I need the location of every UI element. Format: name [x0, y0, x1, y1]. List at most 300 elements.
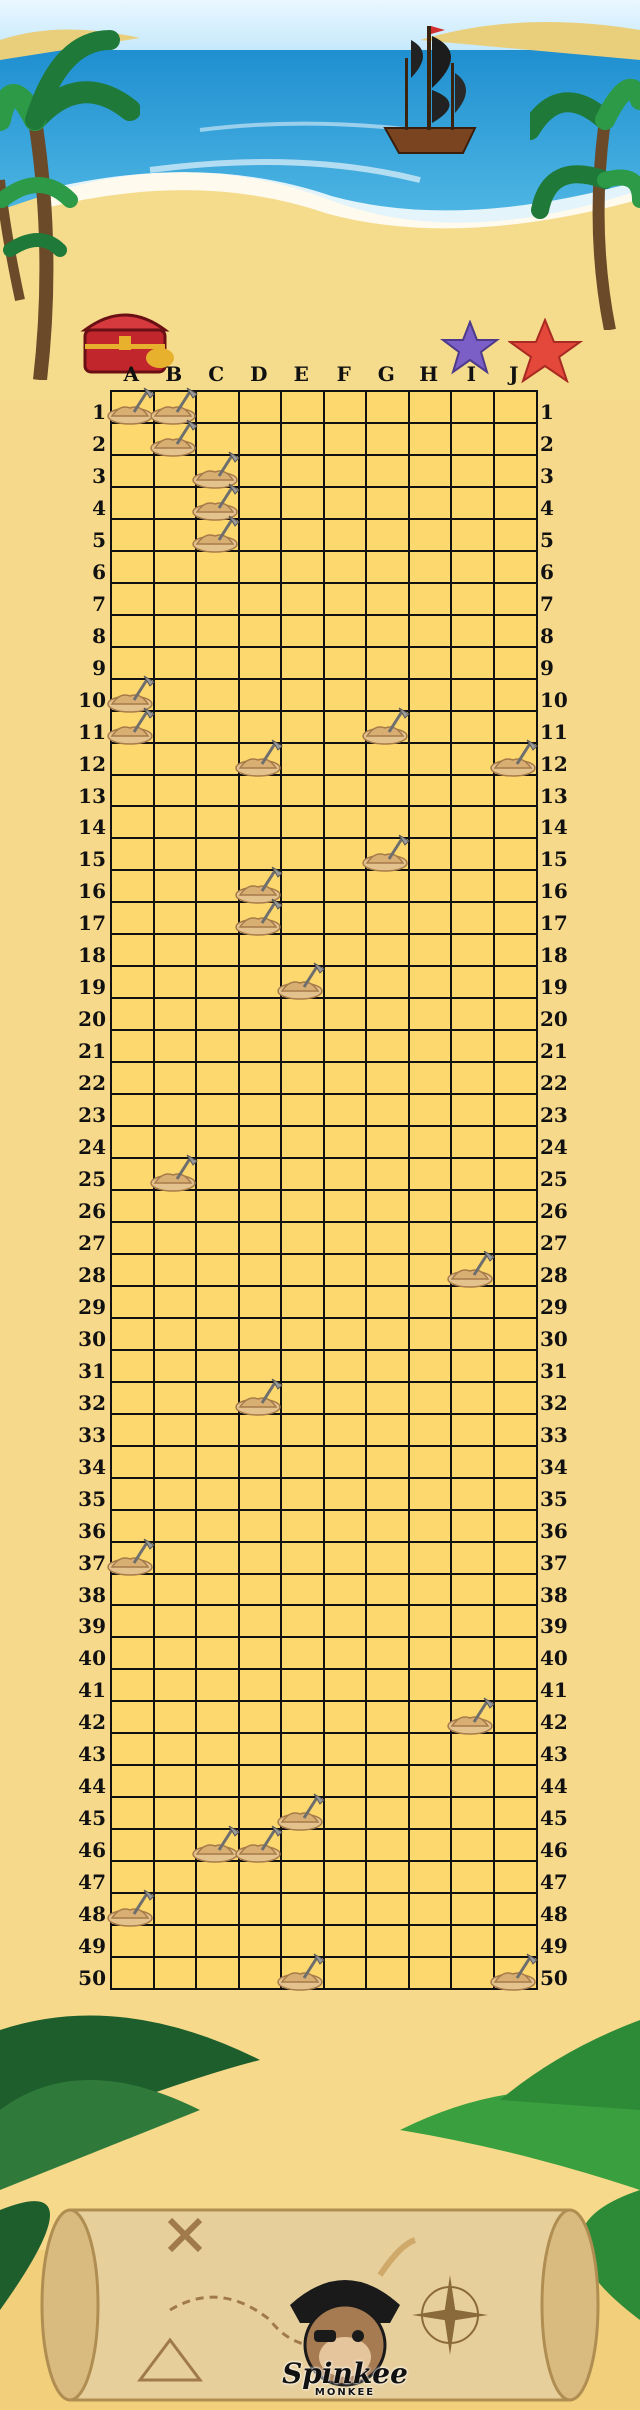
grid-cell-e31[interactable] — [280, 1349, 325, 1383]
treasure-pile-icon[interactable] — [489, 1952, 541, 1992]
grid-cell-c18[interactable] — [195, 933, 240, 967]
grid-cell-b17[interactable] — [153, 901, 198, 935]
grid-cell-h10[interactable] — [408, 678, 453, 712]
grid-cell-j23[interactable] — [493, 1093, 538, 1127]
grid-cell-h47[interactable] — [408, 1860, 453, 1894]
grid-cell-f43[interactable] — [323, 1732, 368, 1766]
grid-cell-i23[interactable] — [450, 1093, 495, 1127]
grid-cell-e47[interactable] — [280, 1860, 325, 1894]
grid-cell-j13[interactable] — [493, 774, 538, 808]
treasure-pile-icon[interactable] — [446, 1249, 498, 1289]
grid-cell-i24[interactable] — [450, 1125, 495, 1159]
grid-cell-f22[interactable] — [323, 1061, 368, 1095]
grid-cell-c35[interactable] — [195, 1477, 240, 1511]
grid-cell-h21[interactable] — [408, 1029, 453, 1063]
grid-cell-i47[interactable] — [450, 1860, 495, 1894]
treasure-pile-icon[interactable] — [446, 1696, 498, 1736]
grid-cell-f30[interactable] — [323, 1317, 368, 1351]
grid-cell-d48[interactable] — [238, 1892, 283, 1926]
grid-cell-a43[interactable] — [110, 1732, 155, 1766]
grid-cell-c43[interactable] — [195, 1732, 240, 1766]
grid-cell-a31[interactable] — [110, 1349, 155, 1383]
grid-cell-i40[interactable] — [450, 1636, 495, 1670]
grid-cell-b37[interactable] — [153, 1541, 198, 1575]
grid-cell-d38[interactable] — [238, 1573, 283, 1607]
grid-cell-h45[interactable] — [408, 1796, 453, 1830]
grid-cell-d36[interactable] — [238, 1509, 283, 1543]
grid-cell-h3[interactable] — [408, 454, 453, 488]
grid-cell-c6[interactable] — [195, 550, 240, 584]
grid-cell-f19[interactable] — [323, 965, 368, 999]
grid-cell-i33[interactable] — [450, 1413, 495, 1447]
grid-cell-a17[interactable] — [110, 901, 155, 935]
grid-cell-d3[interactable] — [238, 454, 283, 488]
grid-cell-d28[interactable] — [238, 1253, 283, 1287]
grid-cell-i3[interactable] — [450, 454, 495, 488]
grid-cell-h22[interactable] — [408, 1061, 453, 1095]
grid-cell-g32[interactable] — [365, 1381, 410, 1415]
grid-cell-b20[interactable] — [153, 997, 198, 1031]
grid-cell-j41[interactable] — [493, 1668, 538, 1702]
grid-cell-a6[interactable] — [110, 550, 155, 584]
grid-cell-f41[interactable] — [323, 1668, 368, 1702]
grid-cell-g31[interactable] — [365, 1349, 410, 1383]
grid-cell-d8[interactable] — [238, 614, 283, 648]
grid-cell-h19[interactable] — [408, 965, 453, 999]
grid-cell-h4[interactable] — [408, 486, 453, 520]
grid-cell-f33[interactable] — [323, 1413, 368, 1447]
grid-cell-d43[interactable] — [238, 1732, 283, 1766]
grid-cell-i39[interactable] — [450, 1604, 495, 1638]
grid-cell-b21[interactable] — [153, 1029, 198, 1063]
grid-cell-f3[interactable] — [323, 454, 368, 488]
grid-cell-f48[interactable] — [323, 1892, 368, 1926]
grid-cell-a4[interactable] — [110, 486, 155, 520]
grid-cell-g2[interactable] — [365, 422, 410, 456]
grid-cell-h15[interactable] — [408, 837, 453, 871]
treasure-pile-icon[interactable] — [276, 1952, 328, 1992]
grid-cell-a16[interactable] — [110, 869, 155, 903]
grid-cell-c24[interactable] — [195, 1125, 240, 1159]
grid-cell-d10[interactable] — [238, 678, 283, 712]
grid-cell-i45[interactable] — [450, 1796, 495, 1830]
grid-cell-j26[interactable] — [493, 1189, 538, 1223]
grid-cell-e39[interactable] — [280, 1604, 325, 1638]
grid-cell-a40[interactable] — [110, 1636, 155, 1670]
grid-cell-f39[interactable] — [323, 1604, 368, 1638]
grid-cell-d4[interactable] — [238, 486, 283, 520]
grid-cell-g25[interactable] — [365, 1157, 410, 1191]
grid-cell-b11[interactable] — [153, 710, 198, 744]
grid-cell-e38[interactable] — [280, 1573, 325, 1607]
grid-cell-g44[interactable] — [365, 1764, 410, 1798]
grid-cell-j20[interactable] — [493, 997, 538, 1031]
grid-cell-e13[interactable] — [280, 774, 325, 808]
grid-cell-e29[interactable] — [280, 1285, 325, 1319]
grid-cell-e26[interactable] — [280, 1189, 325, 1223]
grid-cell-g8[interactable] — [365, 614, 410, 648]
grid-cell-g37[interactable] — [365, 1541, 410, 1575]
grid-cell-f25[interactable] — [323, 1157, 368, 1191]
grid-cell-d21[interactable] — [238, 1029, 283, 1063]
grid-cell-i35[interactable] — [450, 1477, 495, 1511]
grid-cell-h26[interactable] — [408, 1189, 453, 1223]
grid-cell-d13[interactable] — [238, 774, 283, 808]
grid-cell-i22[interactable] — [450, 1061, 495, 1095]
treasure-pile-icon[interactable] — [276, 961, 328, 1001]
treasure-pile-icon[interactable] — [149, 1153, 201, 1193]
grid-cell-f44[interactable] — [323, 1764, 368, 1798]
grid-cell-f46[interactable] — [323, 1828, 368, 1862]
grid-cell-c33[interactable] — [195, 1413, 240, 1447]
grid-cell-e11[interactable] — [280, 710, 325, 744]
grid-cell-d25[interactable] — [238, 1157, 283, 1191]
grid-cell-b33[interactable] — [153, 1413, 198, 1447]
grid-cell-g28[interactable] — [365, 1253, 410, 1287]
grid-cell-g5[interactable] — [365, 518, 410, 552]
grid-cell-j15[interactable] — [493, 837, 538, 871]
grid-cell-h11[interactable] — [408, 710, 453, 744]
grid-cell-h38[interactable] — [408, 1573, 453, 1607]
grid-cell-f37[interactable] — [323, 1541, 368, 1575]
grid-cell-b19[interactable] — [153, 965, 198, 999]
grid-cell-f40[interactable] — [323, 1636, 368, 1670]
grid-cell-i36[interactable] — [450, 1509, 495, 1543]
grid-cell-i17[interactable] — [450, 901, 495, 935]
grid-cell-b38[interactable] — [153, 1573, 198, 1607]
grid-cell-b14[interactable] — [153, 805, 198, 839]
grid-cell-i43[interactable] — [450, 1732, 495, 1766]
grid-cell-j44[interactable] — [493, 1764, 538, 1798]
grid-cell-e4[interactable] — [280, 486, 325, 520]
grid-cell-f31[interactable] — [323, 1349, 368, 1383]
grid-cell-h2[interactable] — [408, 422, 453, 456]
grid-cell-e14[interactable] — [280, 805, 325, 839]
grid-cell-a26[interactable] — [110, 1189, 155, 1223]
grid-cell-a23[interactable] — [110, 1093, 155, 1127]
grid-cell-d6[interactable] — [238, 550, 283, 584]
grid-cell-f45[interactable] — [323, 1796, 368, 1830]
grid-cell-e5[interactable] — [280, 518, 325, 552]
grid-cell-e41[interactable] — [280, 1668, 325, 1702]
grid-cell-f2[interactable] — [323, 422, 368, 456]
grid-cell-c13[interactable] — [195, 774, 240, 808]
grid-cell-c27[interactable] — [195, 1221, 240, 1255]
grid-cell-f34[interactable] — [323, 1445, 368, 1479]
grid-cell-i44[interactable] — [450, 1764, 495, 1798]
grid-cell-c44[interactable] — [195, 1764, 240, 1798]
grid-cell-e17[interactable] — [280, 901, 325, 935]
grid-cell-j34[interactable] — [493, 1445, 538, 1479]
grid-cell-j16[interactable] — [493, 869, 538, 903]
grid-cell-j1[interactable] — [493, 390, 538, 424]
grid-cell-f49[interactable] — [323, 1924, 368, 1958]
grid-cell-g30[interactable] — [365, 1317, 410, 1351]
grid-cell-j36[interactable] — [493, 1509, 538, 1543]
treasure-pile-icon[interactable] — [106, 706, 158, 746]
grid-cell-f36[interactable] — [323, 1509, 368, 1543]
grid-cell-b8[interactable] — [153, 614, 198, 648]
grid-cell-d37[interactable] — [238, 1541, 283, 1575]
grid-cell-e8[interactable] — [280, 614, 325, 648]
grid-cell-e20[interactable] — [280, 997, 325, 1031]
grid-cell-h33[interactable] — [408, 1413, 453, 1447]
grid-cell-i9[interactable] — [450, 646, 495, 680]
grid-cell-j28[interactable] — [493, 1253, 538, 1287]
grid-cell-d22[interactable] — [238, 1061, 283, 1095]
grid-cell-g26[interactable] — [365, 1189, 410, 1223]
grid-cell-g1[interactable] — [365, 390, 410, 424]
treasure-pile-icon[interactable] — [234, 1377, 286, 1417]
grid-cell-g45[interactable] — [365, 1796, 410, 1830]
grid-cell-f50[interactable] — [323, 1956, 368, 1990]
grid-cell-i34[interactable] — [450, 1445, 495, 1479]
grid-cell-a22[interactable] — [110, 1061, 155, 1095]
grid-cell-h16[interactable] — [408, 869, 453, 903]
grid-cell-a42[interactable] — [110, 1700, 155, 1734]
grid-cell-i2[interactable] — [450, 422, 495, 456]
grid-cell-e1[interactable] — [280, 390, 325, 424]
grid-cell-i10[interactable] — [450, 678, 495, 712]
grid-cell-a33[interactable] — [110, 1413, 155, 1447]
grid-cell-b40[interactable] — [153, 1636, 198, 1670]
grid-cell-a27[interactable] — [110, 1221, 155, 1255]
grid-cell-j42[interactable] — [493, 1700, 538, 1734]
grid-cell-d27[interactable] — [238, 1221, 283, 1255]
grid-cell-j30[interactable] — [493, 1317, 538, 1351]
grid-cell-b48[interactable] — [153, 1892, 198, 1926]
grid-cell-d1[interactable] — [238, 390, 283, 424]
grid-cell-c40[interactable] — [195, 1636, 240, 1670]
grid-cell-b28[interactable] — [153, 1253, 198, 1287]
grid-cell-f1[interactable] — [323, 390, 368, 424]
grid-cell-j6[interactable] — [493, 550, 538, 584]
grid-cell-f28[interactable] — [323, 1253, 368, 1287]
grid-cell-j8[interactable] — [493, 614, 538, 648]
grid-cell-b13[interactable] — [153, 774, 198, 808]
grid-cell-f38[interactable] — [323, 1573, 368, 1607]
grid-cell-c39[interactable] — [195, 1604, 240, 1638]
grid-cell-g12[interactable] — [365, 742, 410, 776]
grid-cell-g6[interactable] — [365, 550, 410, 584]
grid-cell-h5[interactable] — [408, 518, 453, 552]
grid-cell-d14[interactable] — [238, 805, 283, 839]
grid-cell-h9[interactable] — [408, 646, 453, 680]
grid-cell-j32[interactable] — [493, 1381, 538, 1415]
grid-cell-d9[interactable] — [238, 646, 283, 680]
grid-cell-j47[interactable] — [493, 1860, 538, 1894]
grid-cell-a21[interactable] — [110, 1029, 155, 1063]
grid-cell-a12[interactable] — [110, 742, 155, 776]
grid-cell-e42[interactable] — [280, 1700, 325, 1734]
grid-cell-h36[interactable] — [408, 1509, 453, 1543]
grid-cell-f24[interactable] — [323, 1125, 368, 1159]
grid-cell-g21[interactable] — [365, 1029, 410, 1063]
grid-cell-h1[interactable] — [408, 390, 453, 424]
grid-cell-h29[interactable] — [408, 1285, 453, 1319]
grid-cell-f23[interactable] — [323, 1093, 368, 1127]
grid-cell-i31[interactable] — [450, 1349, 495, 1383]
grid-cell-e32[interactable] — [280, 1381, 325, 1415]
grid-cell-j3[interactable] — [493, 454, 538, 488]
grid-cell-c20[interactable] — [195, 997, 240, 1031]
grid-cell-c26[interactable] — [195, 1189, 240, 1223]
grid-cell-f32[interactable] — [323, 1381, 368, 1415]
grid-cell-g35[interactable] — [365, 1477, 410, 1511]
grid-cell-a13[interactable] — [110, 774, 155, 808]
grid-cell-g42[interactable] — [365, 1700, 410, 1734]
grid-cell-a7[interactable] — [110, 582, 155, 616]
grid-cell-f7[interactable] — [323, 582, 368, 616]
grid-cell-e15[interactable] — [280, 837, 325, 871]
grid-cell-i16[interactable] — [450, 869, 495, 903]
grid-cell-h35[interactable] — [408, 1477, 453, 1511]
grid-cell-b47[interactable] — [153, 1860, 198, 1894]
grid-cell-f16[interactable] — [323, 869, 368, 903]
grid-cell-h50[interactable] — [408, 1956, 453, 1990]
grid-cell-c14[interactable] — [195, 805, 240, 839]
grid-cell-b7[interactable] — [153, 582, 198, 616]
grid-cell-j43[interactable] — [493, 1732, 538, 1766]
grid-cell-i6[interactable] — [450, 550, 495, 584]
grid-cell-b29[interactable] — [153, 1285, 198, 1319]
grid-cell-h12[interactable] — [408, 742, 453, 776]
grid-cell-j31[interactable] — [493, 1349, 538, 1383]
grid-cell-e37[interactable] — [280, 1541, 325, 1575]
grid-cell-g4[interactable] — [365, 486, 410, 520]
grid-cell-g41[interactable] — [365, 1668, 410, 1702]
grid-cell-j38[interactable] — [493, 1573, 538, 1607]
grid-cell-a46[interactable] — [110, 1828, 155, 1862]
grid-cell-b22[interactable] — [153, 1061, 198, 1095]
grid-cell-j24[interactable] — [493, 1125, 538, 1159]
grid-cell-i21[interactable] — [450, 1029, 495, 1063]
treasure-pile-icon[interactable] — [191, 514, 243, 554]
grid-cell-h20[interactable] — [408, 997, 453, 1031]
grid-cell-c49[interactable] — [195, 1924, 240, 1958]
grid-cell-c37[interactable] — [195, 1541, 240, 1575]
grid-cell-e23[interactable] — [280, 1093, 325, 1127]
grid-cell-e21[interactable] — [280, 1029, 325, 1063]
grid-cell-c10[interactable] — [195, 678, 240, 712]
grid-cell-g38[interactable] — [365, 1573, 410, 1607]
grid-cell-e48[interactable] — [280, 1892, 325, 1926]
grid-cell-d47[interactable] — [238, 1860, 283, 1894]
grid-cell-j2[interactable] — [493, 422, 538, 456]
grid-cell-e3[interactable] — [280, 454, 325, 488]
grid-cell-c1[interactable] — [195, 390, 240, 424]
grid-cell-h8[interactable] — [408, 614, 453, 648]
grid-cell-i48[interactable] — [450, 1892, 495, 1926]
grid-cell-j5[interactable] — [493, 518, 538, 552]
grid-cell-d2[interactable] — [238, 422, 283, 456]
grid-cell-a3[interactable] — [110, 454, 155, 488]
grid-cell-j27[interactable] — [493, 1221, 538, 1255]
grid-cell-i38[interactable] — [450, 1573, 495, 1607]
grid-cell-j45[interactable] — [493, 1796, 538, 1830]
grid-cell-d39[interactable] — [238, 1604, 283, 1638]
grid-cell-f21[interactable] — [323, 1029, 368, 1063]
grid-cell-a19[interactable] — [110, 965, 155, 999]
grid-cell-g33[interactable] — [365, 1413, 410, 1447]
grid-cell-j4[interactable] — [493, 486, 538, 520]
grid-cell-b10[interactable] — [153, 678, 198, 712]
grid-cell-d23[interactable] — [238, 1093, 283, 1127]
grid-cell-f35[interactable] — [323, 1477, 368, 1511]
grid-cell-d7[interactable] — [238, 582, 283, 616]
grid-cell-d20[interactable] — [238, 997, 283, 1031]
grid-cell-i8[interactable] — [450, 614, 495, 648]
grid-cell-i14[interactable] — [450, 805, 495, 839]
grid-cell-c25[interactable] — [195, 1157, 240, 1191]
grid-cell-f6[interactable] — [323, 550, 368, 584]
grid-cell-g50[interactable] — [365, 1956, 410, 1990]
grid-cell-b16[interactable] — [153, 869, 198, 903]
grid-cell-j29[interactable] — [493, 1285, 538, 1319]
grid-cell-i32[interactable] — [450, 1381, 495, 1415]
grid-cell-h31[interactable] — [408, 1349, 453, 1383]
grid-cell-j17[interactable] — [493, 901, 538, 935]
grid-cell-e2[interactable] — [280, 422, 325, 456]
grid-cell-i15[interactable] — [450, 837, 495, 871]
grid-cell-e25[interactable] — [280, 1157, 325, 1191]
grid-cell-g40[interactable] — [365, 1636, 410, 1670]
grid-cell-e6[interactable] — [280, 550, 325, 584]
grid-cell-a35[interactable] — [110, 1477, 155, 1511]
grid-cell-f20[interactable] — [323, 997, 368, 1031]
grid-cell-g24[interactable] — [365, 1125, 410, 1159]
treasure-pile-icon[interactable] — [234, 897, 286, 937]
grid-cell-c8[interactable] — [195, 614, 240, 648]
grid-cell-a15[interactable] — [110, 837, 155, 871]
grid-cell-g43[interactable] — [365, 1732, 410, 1766]
grid-cell-i5[interactable] — [450, 518, 495, 552]
grid-cell-g18[interactable] — [365, 933, 410, 967]
grid-cell-i13[interactable] — [450, 774, 495, 808]
grid-cell-b36[interactable] — [153, 1509, 198, 1543]
grid-cell-e35[interactable] — [280, 1477, 325, 1511]
grid-cell-h49[interactable] — [408, 1924, 453, 1958]
grid-cell-b49[interactable] — [153, 1924, 198, 1958]
grid-cell-d5[interactable] — [238, 518, 283, 552]
grid-cell-i26[interactable] — [450, 1189, 495, 1223]
grid-cell-i7[interactable] — [450, 582, 495, 616]
grid-cell-d26[interactable] — [238, 1189, 283, 1223]
grid-cell-c36[interactable] — [195, 1509, 240, 1543]
grid-cell-b18[interactable] — [153, 933, 198, 967]
grid-cell-h6[interactable] — [408, 550, 453, 584]
grid-cell-j18[interactable] — [493, 933, 538, 967]
grid-cell-b32[interactable] — [153, 1381, 198, 1415]
grid-cell-e12[interactable] — [280, 742, 325, 776]
grid-cell-c42[interactable] — [195, 1700, 240, 1734]
grid-cell-e22[interactable] — [280, 1061, 325, 1095]
grid-cell-e28[interactable] — [280, 1253, 325, 1287]
grid-cell-b31[interactable] — [153, 1349, 198, 1383]
grid-cell-c48[interactable] — [195, 1892, 240, 1926]
grid-cell-b15[interactable] — [153, 837, 198, 871]
grid-cell-i20[interactable] — [450, 997, 495, 1031]
grid-cell-j40[interactable] — [493, 1636, 538, 1670]
grid-cell-f4[interactable] — [323, 486, 368, 520]
grid-cell-j48[interactable] — [493, 1892, 538, 1926]
grid-cell-g22[interactable] — [365, 1061, 410, 1095]
grid-cell-d30[interactable] — [238, 1317, 283, 1351]
grid-cell-b42[interactable] — [153, 1700, 198, 1734]
grid-cell-f8[interactable] — [323, 614, 368, 648]
grid-cell-b34[interactable] — [153, 1445, 198, 1479]
grid-cell-i46[interactable] — [450, 1828, 495, 1862]
